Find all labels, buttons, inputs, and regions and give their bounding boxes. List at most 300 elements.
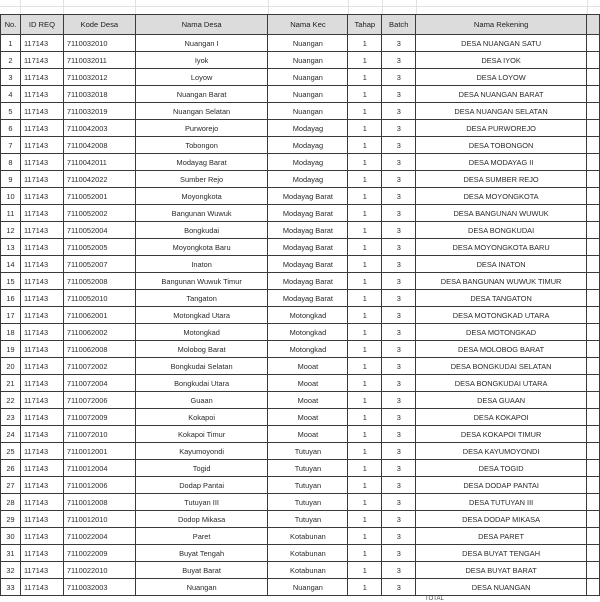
cell-nama-desa[interactable]: Bongkudai Selatan (135, 358, 268, 375)
cell-tahap[interactable]: 1 (348, 273, 382, 290)
cell-batch[interactable]: 3 (382, 460, 416, 477)
cell-nama-rekening[interactable]: DESA DODAP PANTAI (416, 477, 587, 494)
cell-extra[interactable] (586, 171, 599, 188)
cell-tahap[interactable]: 1 (348, 392, 382, 409)
cell-no[interactable]: 22 (1, 392, 21, 409)
cell-no[interactable]: 1 (1, 35, 21, 52)
cell-tahap[interactable]: 1 (348, 579, 382, 596)
cell-nama-desa[interactable]: Guaan (135, 392, 268, 409)
cell-nama-desa[interactable]: Nuangan Selatan (135, 103, 268, 120)
cell-nama-kec[interactable]: Mooat (268, 375, 348, 392)
cell-tahap[interactable]: 1 (348, 562, 382, 579)
cell-batch[interactable]: 3 (382, 579, 416, 596)
cell-no[interactable]: 29 (1, 511, 21, 528)
cell-nama-rekening[interactable]: DESA KAYUMOYONDI (416, 443, 587, 460)
cell-nama-rekening[interactable]: DESA TOGID (416, 460, 587, 477)
cell-batch[interactable]: 3 (382, 545, 416, 562)
cell-id-req[interactable]: 117143 (20, 239, 63, 256)
cell-nama-desa[interactable]: Iyok (135, 52, 268, 69)
cell-extra[interactable] (586, 290, 599, 307)
cell-tahap[interactable]: 1 (348, 460, 382, 477)
cell-extra[interactable] (586, 86, 599, 103)
cell-tahap[interactable]: 1 (348, 409, 382, 426)
cell-tahap[interactable]: 1 (348, 256, 382, 273)
cell-batch[interactable]: 3 (382, 324, 416, 341)
cell-extra[interactable] (586, 222, 599, 239)
cell-nama-kec[interactable]: Modayag (268, 137, 348, 154)
cell-nama-rekening[interactable]: DESA MOLOBOG BARAT (416, 341, 587, 358)
cell-tahap[interactable]: 1 (348, 52, 382, 69)
cell-tahap[interactable]: 1 (348, 35, 382, 52)
cell-no[interactable]: 13 (1, 239, 21, 256)
cell-id-req[interactable]: 117143 (20, 69, 63, 86)
cell-extra[interactable] (586, 154, 599, 171)
cell-extra[interactable] (586, 511, 599, 528)
cell-nama-kec[interactable]: Tutuyan (268, 477, 348, 494)
cell-extra[interactable] (586, 562, 599, 579)
cell-kode-desa[interactable]: 7110032003 (63, 579, 135, 596)
cell-nama-rekening[interactable]: DESA TOBONGON (416, 137, 587, 154)
cell-kode-desa[interactable]: 7110052001 (63, 188, 135, 205)
cell-nama-desa[interactable]: Tangaton (135, 290, 268, 307)
cell-kode-desa[interactable]: 7110042011 (63, 154, 135, 171)
cell-kode-desa[interactable]: 7110072002 (63, 358, 135, 375)
cell-tahap[interactable]: 1 (348, 477, 382, 494)
cell-extra[interactable] (586, 103, 599, 120)
cell-nama-rekening[interactable]: DESA BANGUNAN WUWUK (416, 205, 587, 222)
cell-id-req[interactable]: 117143 (20, 545, 63, 562)
cell-nama-kec[interactable]: Nuangan (268, 579, 348, 596)
cell-id-req[interactable]: 117143 (20, 307, 63, 324)
cell-batch[interactable]: 3 (382, 69, 416, 86)
cell-no[interactable]: 3 (1, 69, 21, 86)
cell-tahap[interactable]: 1 (348, 154, 382, 171)
cell-nama-kec[interactable]: Nuangan (268, 86, 348, 103)
cell-tahap[interactable]: 1 (348, 239, 382, 256)
cell-nama-rekening[interactable]: DESA KOKAPOI (416, 409, 587, 426)
cell-extra[interactable] (586, 239, 599, 256)
cell-kode-desa[interactable]: 7110012004 (63, 460, 135, 477)
cell-nama-rekening[interactable]: DESA LOYOW (416, 69, 587, 86)
cell-no[interactable]: 28 (1, 494, 21, 511)
cell-nama-kec[interactable]: Modayag (268, 154, 348, 171)
cell-nama-desa[interactable]: Kokapoi Timur (135, 426, 268, 443)
cell-kode-desa[interactable]: 7110042008 (63, 137, 135, 154)
cell-extra[interactable] (586, 494, 599, 511)
cell-tahap[interactable]: 1 (348, 426, 382, 443)
cell-no[interactable]: 6 (1, 120, 21, 137)
cell-nama-rekening[interactable]: DESA BONGKUDAI (416, 222, 587, 239)
cell-nama-rekening[interactable]: DESA PURWOREJO (416, 120, 587, 137)
cell-kode-desa[interactable]: 7110032012 (63, 69, 135, 86)
cell-no[interactable]: 17 (1, 307, 21, 324)
cell-extra[interactable] (586, 341, 599, 358)
cell-batch[interactable]: 3 (382, 341, 416, 358)
cell-no[interactable]: 33 (1, 579, 21, 596)
cell-nama-desa[interactable]: Purworejo (135, 120, 268, 137)
cell-nama-kec[interactable]: Modayag (268, 120, 348, 137)
cell-id-req[interactable]: 117143 (20, 562, 63, 579)
cell-nama-desa[interactable]: Sumber Rejo (135, 171, 268, 188)
cell-nama-desa[interactable]: Molobog Barat (135, 341, 268, 358)
cell-nama-kec[interactable]: Mooat (268, 358, 348, 375)
cell-no[interactable]: 9 (1, 171, 21, 188)
cell-extra[interactable] (586, 52, 599, 69)
cell-extra[interactable] (586, 579, 599, 596)
cell-no[interactable]: 15 (1, 273, 21, 290)
cell-nama-kec[interactable]: Modayag Barat (268, 222, 348, 239)
column-header-no[interactable]: No. (1, 15, 21, 35)
cell-tahap[interactable]: 1 (348, 69, 382, 86)
cell-nama-desa[interactable]: Kayumoyondi (135, 443, 268, 460)
cell-batch[interactable]: 3 (382, 290, 416, 307)
cell-nama-kec[interactable]: Modayag (268, 171, 348, 188)
cell-batch[interactable]: 3 (382, 137, 416, 154)
cell-nama-kec[interactable]: Nuangan (268, 69, 348, 86)
cell-nama-rekening[interactable]: DESA BUYAT BARAT (416, 562, 587, 579)
cell-kode-desa[interactable]: 7110072006 (63, 392, 135, 409)
cell-kode-desa[interactable]: 7110012001 (63, 443, 135, 460)
cell-id-req[interactable]: 117143 (20, 341, 63, 358)
cell-tahap[interactable]: 1 (348, 511, 382, 528)
cell-kode-desa[interactable]: 7110032019 (63, 103, 135, 120)
cell-extra[interactable] (586, 324, 599, 341)
cell-id-req[interactable]: 117143 (20, 171, 63, 188)
cell-kode-desa[interactable]: 7110032011 (63, 52, 135, 69)
cell-tahap[interactable]: 1 (348, 341, 382, 358)
cell-nama-rekening[interactable]: DESA MOYONGKOTA (416, 188, 587, 205)
cell-kode-desa[interactable]: 7110072009 (63, 409, 135, 426)
cell-extra[interactable] (586, 392, 599, 409)
cell-extra[interactable] (586, 69, 599, 86)
cell-tahap[interactable]: 1 (348, 443, 382, 460)
column-header-nama-kec[interactable]: Nama Kec (268, 15, 348, 35)
cell-no[interactable]: 19 (1, 341, 21, 358)
cell-nama-kec[interactable]: Tutuyan (268, 494, 348, 511)
column-header-id-req[interactable]: ID REQ (20, 15, 63, 35)
cell-nama-desa[interactable]: Dodap Pantai (135, 477, 268, 494)
cell-nama-kec[interactable]: Modayag Barat (268, 273, 348, 290)
cell-id-req[interactable]: 117143 (20, 324, 63, 341)
cell-kode-desa[interactable]: 7110062008 (63, 341, 135, 358)
cell-id-req[interactable]: 117143 (20, 103, 63, 120)
cell-nama-rekening[interactable]: DESA NUANGAN (416, 579, 587, 596)
cell-nama-desa[interactable]: Paret (135, 528, 268, 545)
cell-no[interactable]: 27 (1, 477, 21, 494)
cell-id-req[interactable]: 117143 (20, 443, 63, 460)
cell-kode-desa[interactable]: 7110022009 (63, 545, 135, 562)
cell-no[interactable]: 12 (1, 222, 21, 239)
cell-extra[interactable] (586, 188, 599, 205)
cell-no[interactable]: 16 (1, 290, 21, 307)
cell-nama-kec[interactable]: Tutuyan (268, 511, 348, 528)
cell-id-req[interactable]: 117143 (20, 86, 63, 103)
cell-kode-desa[interactable]: 7110052002 (63, 205, 135, 222)
cell-kode-desa[interactable]: 7110022004 (63, 528, 135, 545)
cell-nama-rekening[interactable]: DESA BUYAT TENGAH (416, 545, 587, 562)
cell-nama-desa[interactable]: Togid (135, 460, 268, 477)
cell-kode-desa[interactable]: 7110042003 (63, 120, 135, 137)
cell-kode-desa[interactable]: 7110042022 (63, 171, 135, 188)
cell-nama-rekening[interactable]: DESA MODAYAG II (416, 154, 587, 171)
cell-nama-kec[interactable]: Modayag Barat (268, 290, 348, 307)
cell-kode-desa[interactable]: 7110032010 (63, 35, 135, 52)
cell-id-req[interactable]: 117143 (20, 528, 63, 545)
cell-extra[interactable] (586, 256, 599, 273)
cell-nama-desa[interactable]: Buyat Barat (135, 562, 268, 579)
cell-extra[interactable] (586, 460, 599, 477)
cell-batch[interactable]: 3 (382, 171, 416, 188)
cell-nama-kec[interactable]: Motongkad (268, 307, 348, 324)
cell-batch[interactable]: 3 (382, 222, 416, 239)
cell-nama-desa[interactable]: Kokapoi (135, 409, 268, 426)
cell-no[interactable]: 2 (1, 52, 21, 69)
cell-nama-desa[interactable]: Dodop Mikasa (135, 511, 268, 528)
cell-kode-desa[interactable]: 7110012010 (63, 511, 135, 528)
cell-extra[interactable] (586, 307, 599, 324)
cell-no[interactable]: 24 (1, 426, 21, 443)
cell-nama-kec[interactable]: Kotabunan (268, 528, 348, 545)
cell-nama-kec[interactable]: Kotabunan (268, 545, 348, 562)
cell-nama-desa[interactable]: Bongkudai Utara (135, 375, 268, 392)
cell-nama-rekening[interactable]: DESA MOYONGKOTA BARU (416, 239, 587, 256)
cell-kode-desa[interactable]: 7110062002 (63, 324, 135, 341)
cell-nama-desa[interactable]: Loyow (135, 69, 268, 86)
cell-tahap[interactable]: 1 (348, 545, 382, 562)
cell-batch[interactable]: 3 (382, 477, 416, 494)
cell-nama-desa[interactable]: Modayag Barat (135, 154, 268, 171)
cell-no[interactable]: 20 (1, 358, 21, 375)
cell-id-req[interactable]: 117143 (20, 426, 63, 443)
cell-nama-rekening[interactable]: DESA IYOK (416, 52, 587, 69)
cell-nama-rekening[interactable]: DESA BANGUNAN WUWUK TIMUR (416, 273, 587, 290)
cell-nama-desa[interactable]: Tobongon (135, 137, 268, 154)
cell-nama-kec[interactable]: Nuangan (268, 103, 348, 120)
cell-id-req[interactable]: 117143 (20, 205, 63, 222)
cell-nama-rekening[interactable]: DESA NUANGAN SATU (416, 35, 587, 52)
cell-nama-rekening[interactable]: DESA KOKAPOI TIMUR (416, 426, 587, 443)
cell-no[interactable]: 5 (1, 103, 21, 120)
cell-id-req[interactable]: 117143 (20, 477, 63, 494)
cell-nama-kec[interactable]: Motongkad (268, 341, 348, 358)
cell-no[interactable]: 25 (1, 443, 21, 460)
cell-tahap[interactable]: 1 (348, 290, 382, 307)
cell-no[interactable]: 8 (1, 154, 21, 171)
cell-nama-rekening[interactable]: DESA PARET (416, 528, 587, 545)
cell-nama-rekening[interactable]: DESA BONGKUDAI SELATAN (416, 358, 587, 375)
cell-kode-desa[interactable]: 7110052008 (63, 273, 135, 290)
column-header-nama-rekening[interactable]: Nama Rekening (416, 15, 587, 35)
cell-nama-rekening[interactable]: DESA INATON (416, 256, 587, 273)
cell-nama-kec[interactable]: Nuangan (268, 35, 348, 52)
cell-nama-desa[interactable]: Nuangan Barat (135, 86, 268, 103)
cell-nama-desa[interactable]: Moyongkota Baru (135, 239, 268, 256)
cell-kode-desa[interactable]: 7110052005 (63, 239, 135, 256)
cell-nama-rekening[interactable]: DESA TANGATON (416, 290, 587, 307)
cell-kode-desa[interactable]: 7110032018 (63, 86, 135, 103)
cell-id-req[interactable]: 117143 (20, 358, 63, 375)
cell-id-req[interactable]: 117143 (20, 137, 63, 154)
cell-id-req[interactable]: 117143 (20, 392, 63, 409)
cell-extra[interactable] (586, 426, 599, 443)
cell-no[interactable]: 14 (1, 256, 21, 273)
cell-id-req[interactable]: 117143 (20, 188, 63, 205)
cell-tahap[interactable]: 1 (348, 205, 382, 222)
cell-batch[interactable]: 3 (382, 511, 416, 528)
cell-kode-desa[interactable]: 7110052004 (63, 222, 135, 239)
cell-id-req[interactable]: 117143 (20, 494, 63, 511)
cell-extra[interactable] (586, 358, 599, 375)
cell-nama-kec[interactable]: Mooat (268, 392, 348, 409)
cell-id-req[interactable]: 117143 (20, 256, 63, 273)
cell-tahap[interactable]: 1 (348, 103, 382, 120)
cell-tahap[interactable]: 1 (348, 86, 382, 103)
cell-batch[interactable]: 3 (382, 358, 416, 375)
cell-nama-kec[interactable]: Modayag Barat (268, 256, 348, 273)
cell-nama-kec[interactable]: Modayag Barat (268, 188, 348, 205)
cell-batch[interactable]: 3 (382, 307, 416, 324)
cell-id-req[interactable]: 117143 (20, 35, 63, 52)
cell-extra[interactable] (586, 137, 599, 154)
cell-batch[interactable]: 3 (382, 528, 416, 545)
cell-nama-rekening[interactable]: DESA BONGKUDAI UTARA (416, 375, 587, 392)
cell-id-req[interactable]: 117143 (20, 290, 63, 307)
cell-nama-rekening[interactable]: DESA TUTUYAN III (416, 494, 587, 511)
cell-extra[interactable] (586, 205, 599, 222)
cell-extra[interactable] (586, 477, 599, 494)
cell-id-req[interactable]: 117143 (20, 375, 63, 392)
cell-kode-desa[interactable]: 7110072004 (63, 375, 135, 392)
cell-nama-desa[interactable]: Motongkad (135, 324, 268, 341)
cell-nama-kec[interactable]: Kotabunan (268, 562, 348, 579)
cell-batch[interactable]: 3 (382, 52, 416, 69)
cell-batch[interactable]: 3 (382, 409, 416, 426)
cell-id-req[interactable]: 117143 (20, 409, 63, 426)
cell-tahap[interactable]: 1 (348, 120, 382, 137)
column-header-nama-desa[interactable]: Nama Desa (135, 15, 268, 35)
cell-tahap[interactable]: 1 (348, 358, 382, 375)
cell-no[interactable]: 32 (1, 562, 21, 579)
cell-batch[interactable]: 3 (382, 392, 416, 409)
cell-nama-desa[interactable]: Buyat Tengah (135, 545, 268, 562)
cell-tahap[interactable]: 1 (348, 324, 382, 341)
cell-extra[interactable] (586, 409, 599, 426)
cell-nama-kec[interactable]: Tutuyan (268, 460, 348, 477)
cell-nama-desa[interactable]: Inaton (135, 256, 268, 273)
cell-id-req[interactable]: 117143 (20, 154, 63, 171)
cell-no[interactable]: 26 (1, 460, 21, 477)
cell-batch[interactable]: 3 (382, 205, 416, 222)
cell-nama-rekening[interactable]: DESA NUANGAN SELATAN (416, 103, 587, 120)
cell-extra[interactable] (586, 375, 599, 392)
cell-nama-desa[interactable]: Nuangan (135, 579, 268, 596)
cell-nama-rekening[interactable]: DESA SUMBER REJO (416, 171, 587, 188)
cell-batch[interactable]: 3 (382, 273, 416, 290)
cell-id-req[interactable]: 117143 (20, 120, 63, 137)
cell-no[interactable]: 30 (1, 528, 21, 545)
cell-nama-kec[interactable]: Mooat (268, 426, 348, 443)
cell-no[interactable]: 21 (1, 375, 21, 392)
cell-kode-desa[interactable]: 7110012008 (63, 494, 135, 511)
cell-nama-kec[interactable]: Modayag Barat (268, 239, 348, 256)
cell-batch[interactable]: 3 (382, 494, 416, 511)
cell-nama-desa[interactable]: Moyongkota (135, 188, 268, 205)
cell-extra[interactable] (586, 35, 599, 52)
cell-nama-kec[interactable]: Modayag Barat (268, 205, 348, 222)
cell-nama-desa[interactable]: Bangunan Wuwuk Timur (135, 273, 268, 290)
cell-nama-kec[interactable]: Motongkad (268, 324, 348, 341)
cell-kode-desa[interactable]: 7110022010 (63, 562, 135, 579)
cell-nama-rekening[interactable]: DESA MOTONGKAD (416, 324, 587, 341)
cell-tahap[interactable]: 1 (348, 171, 382, 188)
cell-no[interactable]: 7 (1, 137, 21, 154)
cell-kode-desa[interactable]: 7110072010 (63, 426, 135, 443)
cell-batch[interactable]: 3 (382, 256, 416, 273)
cell-extra[interactable] (586, 528, 599, 545)
cell-batch[interactable]: 3 (382, 375, 416, 392)
cell-tahap[interactable]: 1 (348, 528, 382, 545)
cell-tahap[interactable]: 1 (348, 137, 382, 154)
cell-batch[interactable]: 3 (382, 562, 416, 579)
cell-no[interactable]: 10 (1, 188, 21, 205)
cell-batch[interactable]: 3 (382, 154, 416, 171)
cell-nama-rekening[interactable]: DESA MOTONGKAD UTARA (416, 307, 587, 324)
cell-kode-desa[interactable]: 7110052007 (63, 256, 135, 273)
cell-id-req[interactable]: 117143 (20, 579, 63, 596)
cell-no[interactable]: 11 (1, 205, 21, 222)
column-header-kode-desa[interactable]: Kode Desa (63, 15, 135, 35)
cell-id-req[interactable]: 117143 (20, 222, 63, 239)
cell-id-req[interactable]: 117143 (20, 460, 63, 477)
cell-nama-desa[interactable]: Bongkudai (135, 222, 268, 239)
column-header-extra[interactable] (586, 15, 599, 35)
cell-batch[interactable]: 3 (382, 120, 416, 137)
cell-id-req[interactable]: 117143 (20, 273, 63, 290)
cell-id-req[interactable]: 117143 (20, 511, 63, 528)
cell-no[interactable]: 23 (1, 409, 21, 426)
cell-batch[interactable]: 3 (382, 35, 416, 52)
cell-tahap[interactable]: 1 (348, 375, 382, 392)
cell-extra[interactable] (586, 443, 599, 460)
cell-tahap[interactable]: 1 (348, 188, 382, 205)
cell-batch[interactable]: 3 (382, 239, 416, 256)
cell-no[interactable]: 18 (1, 324, 21, 341)
column-header-tahap[interactable]: Tahap (348, 15, 382, 35)
cell-batch[interactable]: 3 (382, 426, 416, 443)
cell-no[interactable]: 31 (1, 545, 21, 562)
cell-nama-kec[interactable]: Mooat (268, 409, 348, 426)
cell-batch[interactable]: 3 (382, 86, 416, 103)
cell-nama-desa[interactable]: Motongkad Utara (135, 307, 268, 324)
cell-nama-desa[interactable]: Tutuyan III (135, 494, 268, 511)
column-header-batch[interactable]: Batch (382, 15, 416, 35)
cell-kode-desa[interactable]: 7110062001 (63, 307, 135, 324)
cell-nama-rekening[interactable]: DESA DODAP MIKASA (416, 511, 587, 528)
cell-batch[interactable]: 3 (382, 103, 416, 120)
cell-extra[interactable] (586, 120, 599, 137)
cell-batch[interactable]: 3 (382, 188, 416, 205)
cell-kode-desa[interactable]: 7110052010 (63, 290, 135, 307)
cell-extra[interactable] (586, 545, 599, 562)
cell-nama-desa[interactable]: Nuangan I (135, 35, 268, 52)
cell-nama-rekening[interactable]: DESA GUAAN (416, 392, 587, 409)
cell-batch[interactable]: 3 (382, 443, 416, 460)
cell-nama-rekening[interactable]: DESA NUANGAN BARAT (416, 86, 587, 103)
cell-nama-desa[interactable]: Bangunan Wuwuk (135, 205, 268, 222)
cell-tahap[interactable]: 1 (348, 222, 382, 239)
cell-extra[interactable] (586, 273, 599, 290)
cell-id-req[interactable]: 117143 (20, 52, 63, 69)
